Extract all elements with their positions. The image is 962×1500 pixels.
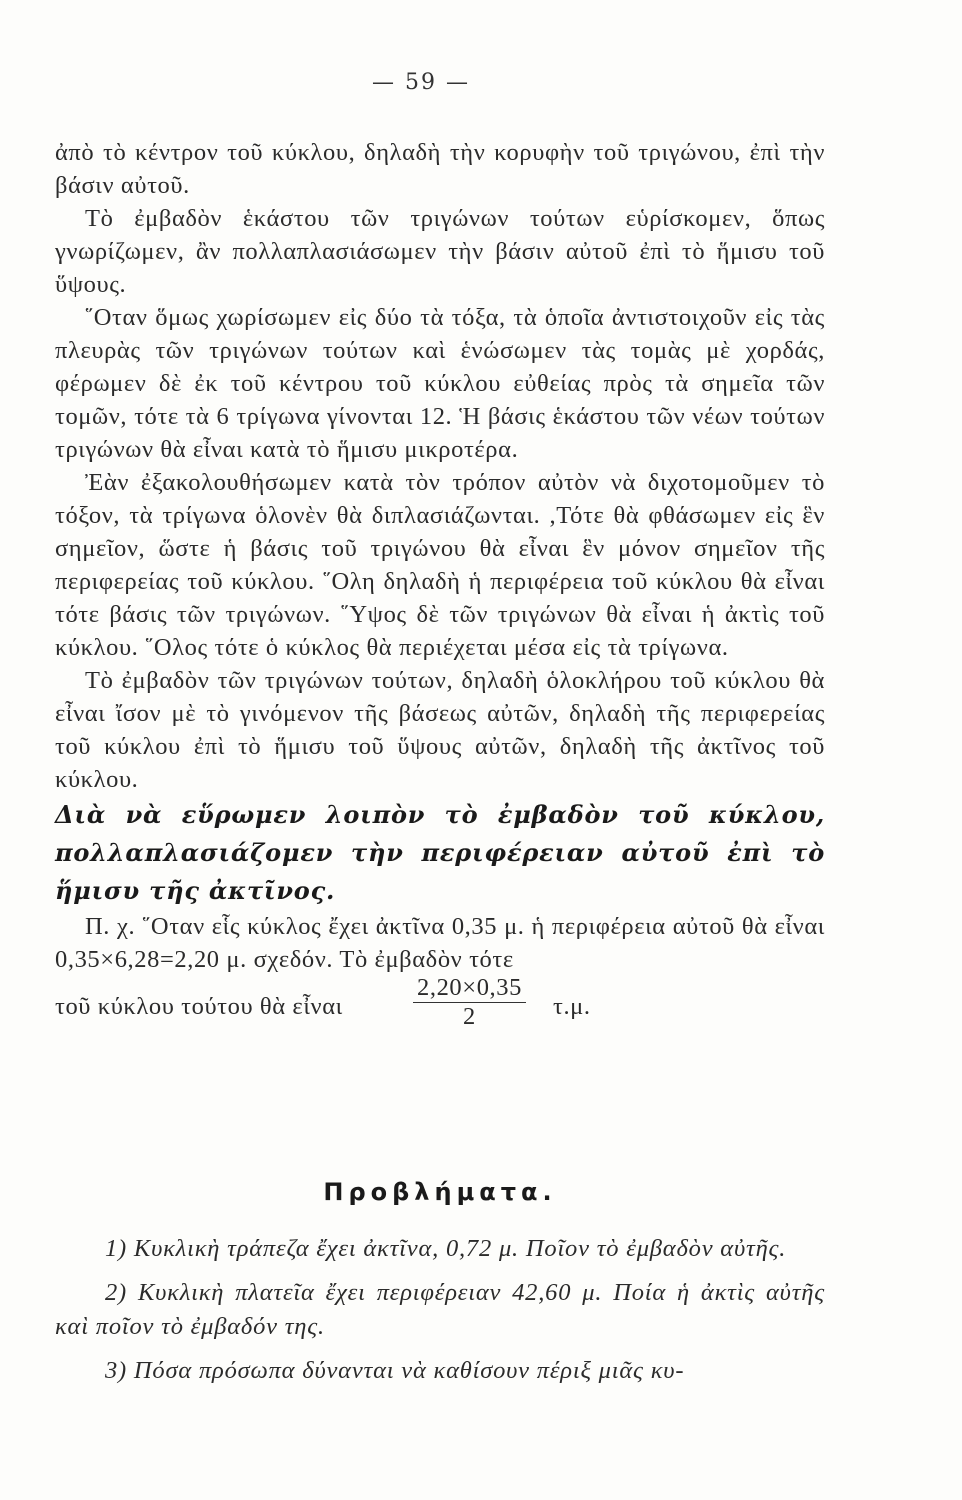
problem-item: 2) Κυκλικὴ πλατεῖα ἔχει περιφέρειαν 42,60 μ. Ποία ἡ ἀκτὶς αὐτῆς καὶ ποῖον τὸ ἐμβαδόν της. bbox=[55, 1279, 825, 1340]
rule-statement: Διὰ νὰ εὕρωμεν λοιπὸν τὸ ἐμβαδὸν τοῦ κύκλου, πολλαπλασιάζομεν τὴν περιφέρειαν αὐτοῦ ἐπὶ τὸ ἥμισυ τῆς ἀκτῖνος. bbox=[55, 800, 825, 905]
fraction bbox=[413, 974, 526, 1031]
paragraph-continue-bisecting: Ἐὰν ἐξακολουθήσωμεν κατὰ τὸν τρόπον αὐτὸν νὰ διχοτομοῦμεν τὸ τόξον, τὰ τρίγωνα ὁλονὲν θὰ διπλασιάζωνται. ,Τότε θὰ φθάσωμεν εἰς ἓν σημεῖον, ὥστε ἡ βάσις τοῦ τριγώνου θὰ εἶναι ἓν μόνον σημεῖον τῆς περιφερείας τοῦ κύκλου. ῞Ολη δηλαδὴ ἡ περιφέρεια τοῦ κύκλου θὰ εἶναι τότε βάσις τῶν τριγώνων. ῞Υψος δὲ τῶν τριγώνων θὰ εἶναι ἡ ἀκτὶς τοῦ κύκλου. ῞Ολος τότε ὁ κύκλος θὰ περιέχεται μέσα εἰς τὰ τρίγωνα. bbox=[55, 469, 825, 661]
paragraph-triangle-area: Τὸ ἐμβαδὸν ἑκάστου τῶν τριγώνων τούτων εὑρίσκομεν, ὅπως γνωρίζωμεν, ἂν πολλαπλασιάσωμεν τὴν βάσιν αὐτοῦ ἐπὶ τὸ ἥμισυ τοῦ ὕψους. bbox=[55, 205, 825, 298]
paragraph-continuation: ἀπὸ τὸ κέντρον τοῦ κύκλου, δηλαδὴ τὴν κορυφὴν τοῦ τριγώνου, ἐπὶ τὴν βάσιν αὐτοῦ. bbox=[55, 139, 825, 199]
problems-list bbox=[55, 1232, 825, 1398]
formula-lead: τοῦ κύκλου τούτου θὰ εἶναι bbox=[55, 993, 343, 1020]
fraction-denominator: 2 bbox=[463, 1003, 476, 1030]
paragraph-example: Π. χ. ῞Οταν εἷς κύκλος ἔχει ἀκτῖνα 0,35 μ. ἡ περιφέρεια αὐτοῦ θὰ εἶναι 0,35×6,28=2,20 μ. σχεδόν. Τὸ ἐμβαδὸν τότε bbox=[55, 913, 825, 973]
problems-heading: Προβλήματα. bbox=[323, 1178, 557, 1206]
area-formula bbox=[55, 976, 825, 1038]
problem-item: 3) Πόσα πρόσωπα δύνανται νὰ καθίσουν πέριξ μιᾶς κυ- bbox=[105, 1357, 685, 1384]
body-text bbox=[55, 136, 825, 1038]
fraction-numerator: 2,20×0,35 bbox=[413, 974, 526, 1003]
formula-unit: τ.μ. bbox=[553, 993, 591, 1020]
paragraph-circle-area: Τὸ ἐμβαδὸν τῶν τριγώνων τούτων, δηλαδὴ ὁλοκλήρου τοῦ κύκλου θὰ εἶναι ἴσον μὲ τὸ γινόμενον τῆς βάσεως αὐτῶν, δηλαδὴ τῆς περιφερείας τοῦ κύκλου ἐπὶ τὸ ἥμισυ τοῦ ὕψους αὐτῶν, δηλαδὴ τῆς ἀκτῖνος τοῦ κύκλου. bbox=[55, 667, 825, 793]
problem-item: 1) Κυκλικὴ τράπεζα ἔχει ἀκτῖνα, 0,72 μ. Ποῖον τὸ ἐμβαδὸν αὐτῆς. bbox=[105, 1235, 787, 1262]
page-number: — 59 — bbox=[372, 70, 470, 95]
paragraph-bisect-arcs: ῞Οταν ὅμως χωρίσωμεν εἰς δύο τὰ τόξα, τὰ ὁποῖα ἀντιστοιχοῦν εἰς τὰς πλευρὰς τῶν τριγώνων τούτων καὶ ἑνώσωμεν τὰς τομὰς μὲ χορδάς, φέρωμεν δὲ ἐκ τοῦ κέντρου τοῦ κύκλου εὐθείας πρὸς τὰ σημεῖα τῶν τομῶν, τότε τὰ 6 τρίγωνα γίνονται 12. Ἡ βάσις ἑκάστου τῶν νέων τούτων τριγώνων θὰ εἶναι κατὰ τὸ ἥμισυ μικροτέρα. bbox=[55, 304, 825, 463]
